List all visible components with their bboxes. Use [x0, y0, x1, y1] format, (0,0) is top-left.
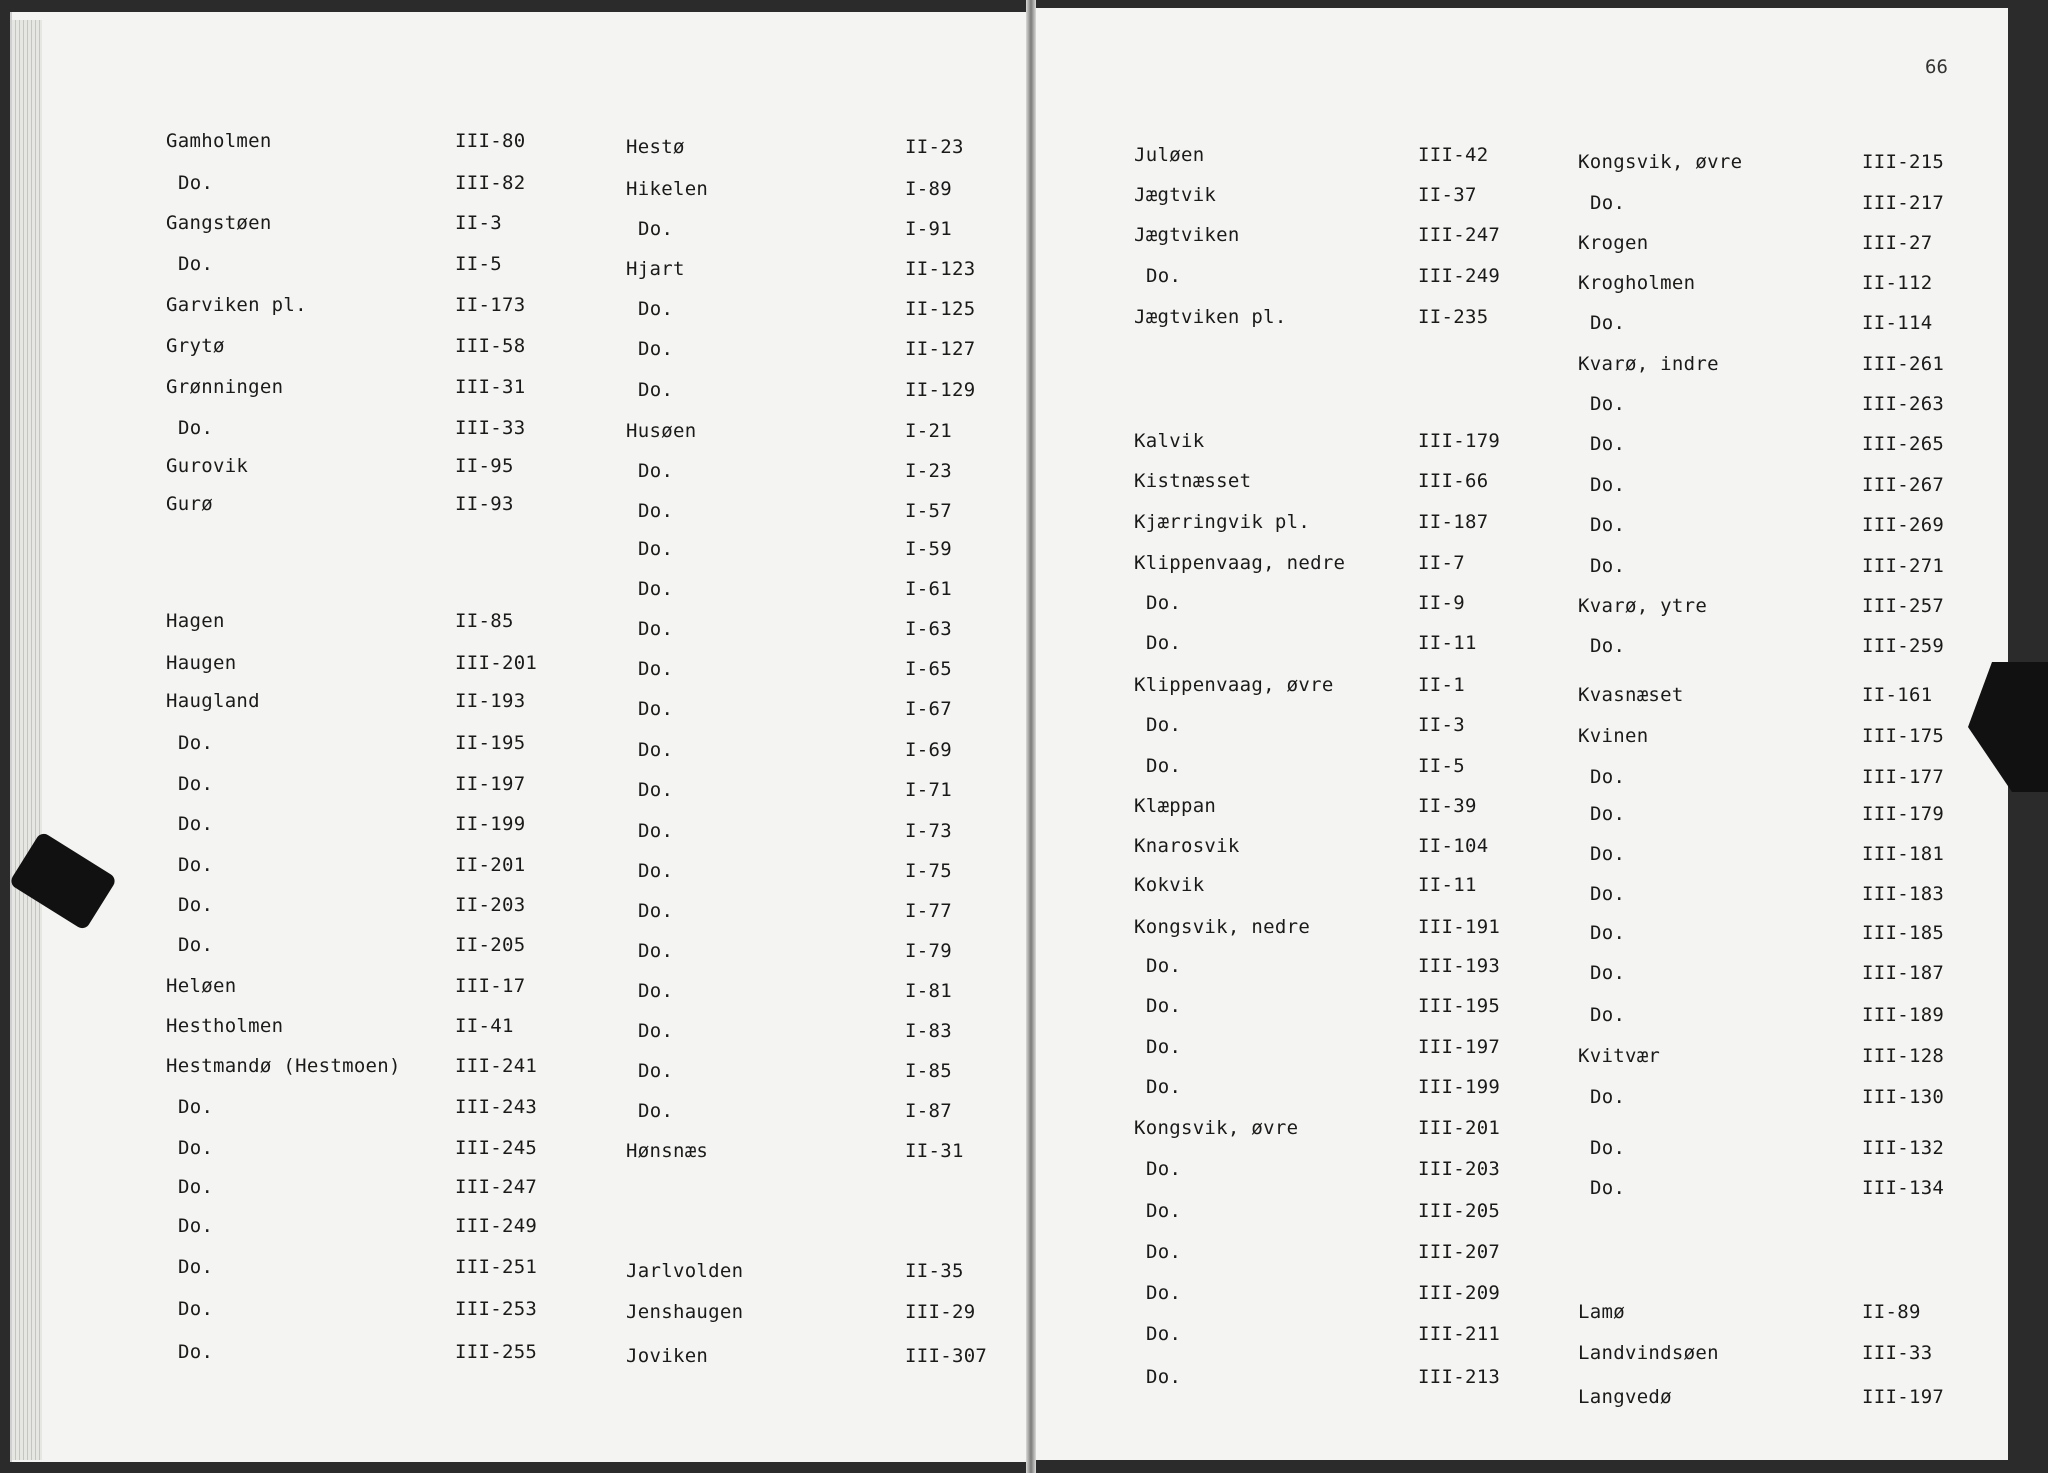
entry-reference: III-183	[1862, 883, 1945, 905]
entry-name: Do.	[638, 658, 674, 680]
entry-reference: III-217	[1862, 192, 1945, 214]
entry-reference: III-187	[1862, 962, 1945, 984]
entry-name: Do.	[1146, 1282, 1182, 1304]
entry-name: Jenshaugen	[626, 1301, 744, 1323]
entry-reference: III-265	[1862, 433, 1945, 455]
entry-reference: I-65	[905, 658, 952, 680]
entry-name: Juløen	[1134, 144, 1205, 166]
entry-name: Do.	[1590, 312, 1626, 334]
entry-name: Do.	[1590, 766, 1626, 788]
entry-name: Hikelen	[626, 178, 709, 200]
entry-reference: III-189	[1862, 1004, 1945, 1026]
entry-name: Do.	[638, 940, 674, 962]
entry-name: Do.	[1146, 1241, 1182, 1263]
entry-reference: III-195	[1418, 995, 1501, 1017]
entry-name: Grytø	[166, 335, 225, 357]
entry-reference: I-61	[905, 578, 952, 600]
entry-name: Jægtviken pl.	[1134, 306, 1287, 328]
entry-reference: II-125	[905, 298, 976, 320]
entry-name: Do.	[638, 980, 674, 1002]
entry-reference: III-247	[455, 1176, 538, 1198]
entry-name: Do.	[1590, 514, 1626, 536]
entry-reference: III-17	[455, 975, 526, 997]
entry-name: Joviken	[626, 1345, 709, 1367]
entry-reference: II-161	[1862, 684, 1933, 706]
entry-reference: III-134	[1862, 1177, 1945, 1199]
entry-name: Do.	[1590, 1004, 1626, 1026]
entry-name: Klippenvaag, øvre	[1134, 674, 1334, 696]
entry-name: Do.	[638, 500, 674, 522]
entry-name: Do.	[178, 1298, 214, 1320]
entry-reference: III-33	[1862, 1342, 1933, 1364]
entry-name: Kokvik	[1134, 874, 1205, 896]
entry-name: Do.	[1146, 755, 1182, 777]
entry-reference: III-259	[1862, 635, 1945, 657]
entry-reference: III-193	[1418, 955, 1501, 977]
entry-reference: I-89	[905, 178, 952, 200]
entry-name: Do.	[1146, 955, 1182, 977]
entry-name: Gamholmen	[166, 130, 272, 152]
entry-reference: III-128	[1862, 1045, 1945, 1067]
entry-name: Kalvik	[1134, 430, 1205, 452]
entry-name: Do.	[178, 1215, 214, 1237]
book-gutter	[1026, 0, 1036, 1473]
entry-reference: II-37	[1418, 184, 1477, 206]
entry-name: Jægtviken	[1134, 224, 1240, 246]
entry-reference: II-201	[455, 854, 526, 876]
entry-name: Do.	[1146, 1366, 1182, 1388]
entry-name: Kvasnæset	[1578, 684, 1684, 706]
entry-name: Klippenvaag, nedre	[1134, 552, 1346, 574]
entry-reference: II-205	[455, 934, 526, 956]
entry-name: Do.	[178, 417, 214, 439]
entry-reference: III-211	[1418, 1323, 1501, 1345]
entry-reference: II-11	[1418, 874, 1477, 896]
entry-name: Do.	[638, 218, 674, 240]
entry-name: Landvindsøen	[1578, 1342, 1719, 1364]
entry-name: Do.	[638, 578, 674, 600]
entry-name: Do.	[1590, 843, 1626, 865]
entry-reference: III-271	[1862, 555, 1945, 577]
entry-reference: II-193	[455, 690, 526, 712]
entry-name: Heløen	[166, 975, 237, 997]
entry-reference: I-75	[905, 860, 952, 882]
entry-reference: I-69	[905, 739, 952, 761]
entry-name: Do.	[638, 379, 674, 401]
entry-reference: II-31	[905, 1140, 964, 1162]
entry-reference: III-66	[1418, 470, 1489, 492]
entry-name: Do.	[638, 538, 674, 560]
entry-name: Gurovik	[166, 455, 249, 477]
entry-name: Do.	[1590, 555, 1626, 577]
page-number: 66	[1925, 56, 1948, 78]
entry-name: Do.	[178, 934, 214, 956]
entry-name: Jægtvik	[1134, 184, 1217, 206]
entry-reference: III-80	[455, 130, 526, 152]
entry-reference: III-33	[455, 417, 526, 439]
entry-name: Do.	[638, 739, 674, 761]
entry-reference: III-249	[455, 1215, 538, 1237]
entry-name: Do.	[178, 732, 214, 754]
entry-name: Kvitvær	[1578, 1045, 1661, 1067]
entry-name: Hestø	[626, 136, 685, 158]
entry-name: Do.	[638, 1060, 674, 1082]
entry-reference: II-199	[455, 813, 526, 835]
entry-name: Do.	[638, 698, 674, 720]
entry-reference: I-77	[905, 900, 952, 922]
entry-reference: I-73	[905, 820, 952, 842]
entry-reference: I-67	[905, 698, 952, 720]
entry-name: Hestholmen	[166, 1015, 284, 1037]
entry-name: Husøen	[626, 420, 697, 442]
entry-name: Hestmandø (Hestmoen)	[166, 1055, 401, 1077]
entry-reference: II-35	[905, 1260, 964, 1282]
entry-name: Do.	[1590, 1086, 1626, 1108]
entry-reference: II-112	[1862, 272, 1933, 294]
entry-reference: III-255	[455, 1341, 538, 1363]
entry-name: Do.	[1146, 714, 1182, 736]
entry-name: Do.	[178, 854, 214, 876]
entry-reference: II-123	[905, 258, 976, 280]
entry-reference: III-130	[1862, 1086, 1945, 1108]
entry-name: Krogen	[1578, 232, 1649, 254]
entry-reference: I-57	[905, 500, 952, 522]
entry-reference: II-3	[455, 212, 502, 234]
entry-name: Do.	[1590, 393, 1626, 415]
entry-name: Do.	[1146, 1323, 1182, 1345]
entry-reference: III-42	[1418, 144, 1489, 166]
page-edges	[12, 20, 42, 1460]
entry-name: Do.	[1590, 635, 1626, 657]
entry-reference: III-179	[1418, 430, 1501, 452]
entry-reference: II-85	[455, 610, 514, 632]
entry-reference: III-257	[1862, 595, 1945, 617]
entry-reference: III-58	[455, 335, 526, 357]
entry-reference: III-201	[455, 652, 538, 674]
entry-reference: I-81	[905, 980, 952, 1002]
entry-reference: III-185	[1862, 922, 1945, 944]
entry-name: Do.	[638, 1020, 674, 1042]
entry-name: Langvedø	[1578, 1386, 1672, 1408]
entry-name: Krogholmen	[1578, 272, 1696, 294]
entry-reference: I-63	[905, 618, 952, 640]
entry-name: Do.	[178, 1176, 214, 1198]
entry-reference: III-245	[455, 1137, 538, 1159]
entry-reference: I-91	[905, 218, 952, 240]
entry-name: Do.	[638, 779, 674, 801]
entry-name: Do.	[638, 618, 674, 640]
entry-name: Do.	[638, 298, 674, 320]
entry-name: Kvarø, indre	[1578, 353, 1719, 375]
entry-name: Do.	[1590, 883, 1626, 905]
entry-name: Do.	[178, 172, 214, 194]
entry-reference: II-23	[905, 136, 964, 158]
entry-name: Do.	[638, 338, 674, 360]
entry-name: Gurø	[166, 493, 213, 515]
entry-reference: III-132	[1862, 1137, 1945, 1159]
entry-name: Gangstøen	[166, 212, 272, 234]
entry-reference: I-79	[905, 940, 952, 962]
entry-reference: III-205	[1418, 1200, 1501, 1222]
entry-name: Do.	[178, 773, 214, 795]
entry-reference: II-5	[455, 253, 502, 275]
entry-reference: II-93	[455, 493, 514, 515]
entry-reference: III-241	[455, 1055, 538, 1077]
entry-name: Hønsnæs	[626, 1140, 709, 1162]
entry-name: Hjart	[626, 258, 685, 280]
entry-reference: III-203	[1418, 1158, 1501, 1180]
entry-reference: II-41	[455, 1015, 514, 1037]
entry-reference: I-59	[905, 538, 952, 560]
entry-reference: I-85	[905, 1060, 952, 1082]
entry-name: Do.	[1590, 192, 1626, 214]
entry-reference: III-209	[1418, 1282, 1501, 1304]
entry-name: Do.	[1146, 1036, 1182, 1058]
entry-reference: II-235	[1418, 306, 1489, 328]
entry-name: Klæppan	[1134, 795, 1217, 817]
entry-name: Lamø	[1578, 1301, 1625, 1323]
entry-reference: III-267	[1862, 474, 1945, 496]
entry-reference: III-263	[1862, 393, 1945, 415]
entry-reference: III-199	[1418, 1076, 1501, 1098]
entry-reference: II-195	[455, 732, 526, 754]
entry-name: Haugen	[166, 652, 237, 674]
entry-reference: III-197	[1418, 1036, 1501, 1058]
entry-name: Do.	[1146, 592, 1182, 614]
entry-name: Do.	[1590, 962, 1626, 984]
entry-reference: III-243	[455, 1096, 538, 1118]
entry-name: Do.	[1146, 632, 1182, 654]
entry-reference: III-213	[1418, 1366, 1501, 1388]
entry-reference: I-23	[905, 460, 952, 482]
entry-name: Do.	[178, 1341, 214, 1363]
entry-name: Do.	[1590, 433, 1626, 455]
entry-name: Do.	[638, 1100, 674, 1122]
entry-name: Do.	[178, 1137, 214, 1159]
entry-reference: III-215	[1862, 151, 1945, 173]
entry-name: Kjærringvik pl.	[1134, 511, 1311, 533]
entry-name: Do.	[1146, 1200, 1182, 1222]
entry-name: Do.	[178, 894, 214, 916]
entry-name: Do.	[638, 900, 674, 922]
entry-name: Do.	[178, 1256, 214, 1278]
entry-name: Do.	[1146, 995, 1182, 1017]
entry-reference: III-27	[1862, 232, 1933, 254]
entry-name: Do.	[1590, 922, 1626, 944]
entry-reference: III-191	[1418, 916, 1501, 938]
entry-name: Haugland	[166, 690, 260, 712]
entry-reference: III-307	[905, 1345, 988, 1367]
entry-name: Do.	[638, 820, 674, 842]
entry-reference: III-249	[1418, 265, 1501, 287]
entry-reference: II-9	[1418, 592, 1465, 614]
entry-reference: III-269	[1862, 514, 1945, 536]
entry-name: Garviken pl.	[166, 294, 307, 316]
entry-name: Do.	[638, 460, 674, 482]
entry-reference: II-11	[1418, 632, 1477, 654]
entry-reference: III-179	[1862, 803, 1945, 825]
entry-name: Do.	[1146, 1158, 1182, 1180]
entry-reference: II-114	[1862, 312, 1933, 334]
entry-name: Hagen	[166, 610, 225, 632]
entry-name: Knarosvik	[1134, 835, 1240, 857]
entry-name: Do.	[1146, 265, 1182, 287]
entry-reference: III-207	[1418, 1241, 1501, 1263]
entry-name: Do.	[178, 253, 214, 275]
entry-reference: III-29	[905, 1301, 976, 1323]
entry-name: Kongsvik, nedre	[1134, 916, 1311, 938]
entry-reference: II-187	[1418, 511, 1489, 533]
entry-name: Kistnæsset	[1134, 470, 1252, 492]
entry-reference: II-197	[455, 773, 526, 795]
entry-reference: III-175	[1862, 725, 1945, 747]
entry-name: Do.	[178, 813, 214, 835]
entry-reference: II-7	[1418, 552, 1465, 574]
entry-name: Kongsvik, øvre	[1134, 1117, 1299, 1139]
entry-reference: II-3	[1418, 714, 1465, 736]
entry-name: Do.	[638, 860, 674, 882]
entry-name: Do.	[1590, 803, 1626, 825]
entry-reference: II-39	[1418, 795, 1477, 817]
entry-reference: III-181	[1862, 843, 1945, 865]
entry-reference: I-83	[905, 1020, 952, 1042]
entry-name: Do.	[1590, 1137, 1626, 1159]
entry-reference: III-261	[1862, 353, 1945, 375]
entry-reference: II-203	[455, 894, 526, 916]
entry-reference: II-95	[455, 455, 514, 477]
entry-reference: I-87	[905, 1100, 952, 1122]
entry-reference: III-201	[1418, 1117, 1501, 1139]
entry-reference: II-104	[1418, 835, 1489, 857]
entry-name: Do.	[1146, 1076, 1182, 1098]
entry-reference: II-1	[1418, 674, 1465, 696]
entry-reference: III-247	[1418, 224, 1501, 246]
entry-reference: III-253	[455, 1298, 538, 1320]
entry-reference: I-21	[905, 420, 952, 442]
entry-reference: I-71	[905, 779, 952, 801]
entry-reference: II-173	[455, 294, 526, 316]
entry-reference: III-197	[1862, 1386, 1945, 1408]
entry-name: Kvinen	[1578, 725, 1649, 747]
entry-reference: II-129	[905, 379, 976, 401]
entry-name: Jarlvolden	[626, 1260, 744, 1282]
entry-name: Kvarø, ytre	[1578, 595, 1708, 617]
entry-reference: III-31	[455, 376, 526, 398]
entry-name: Do.	[1590, 1177, 1626, 1199]
entry-name: Kongsvik, øvre	[1578, 151, 1743, 173]
entry-name: Do.	[178, 1096, 214, 1118]
entry-reference: II-89	[1862, 1301, 1921, 1323]
entry-reference: III-177	[1862, 766, 1945, 788]
entry-reference: II-5	[1418, 755, 1465, 777]
entry-name: Do.	[1590, 474, 1626, 496]
entry-reference: III-251	[455, 1256, 538, 1278]
entry-reference: II-127	[905, 338, 976, 360]
entry-reference: III-82	[455, 172, 526, 194]
entry-name: Grønningen	[166, 376, 284, 398]
